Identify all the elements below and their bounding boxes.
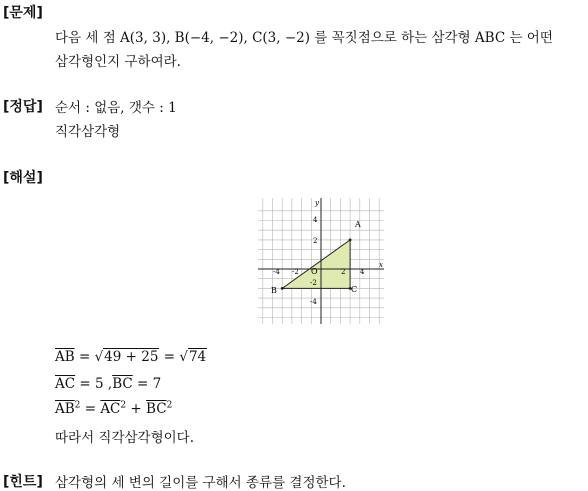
segment-ab: $\overline{AB}$	[55, 349, 75, 365]
radicand-result: 74	[188, 349, 207, 365]
answer-line-1: 순서 : 없음, 갯수 : 1	[55, 100, 177, 116]
equation-ab: $\overline{AB} = √49 + 25 = √74$	[55, 349, 207, 365]
segment-ac-sq: $\overline{AC}$	[100, 401, 121, 417]
x-tick-neg4: -4	[273, 268, 280, 276]
y-tick-neg4: -4	[310, 298, 317, 306]
segment-ac: $\overline{AC}$	[55, 376, 76, 392]
x-tick-neg2: -2	[292, 268, 299, 276]
y-tick-2: 2	[313, 237, 318, 245]
segment-bc-sq: $\overline{BC}$	[146, 401, 167, 417]
conclusion: 따라서 직각삼각형이다.	[55, 430, 194, 446]
answer-label: [정답]	[3, 99, 43, 115]
answer-line-2: 직각삼각형	[55, 124, 121, 140]
value-ac: = 5	[79, 376, 104, 392]
problem-line-2: 삼각형인지 구하여라.	[55, 54, 181, 70]
value-bc: = 7	[137, 376, 162, 392]
radicand-sum: 49 + 25	[104, 349, 159, 365]
x-tick-4: 4	[360, 268, 365, 276]
point-a	[349, 239, 352, 242]
x-tick-2: 2	[341, 268, 346, 276]
x-axis-label: x	[379, 261, 383, 269]
origin-label: O	[311, 267, 318, 276]
explanation-label: [해설]	[3, 170, 43, 186]
hint-text: 삼각형의 세 변의 길이를 구해서 종류를 결정한다.	[55, 475, 346, 491]
y-tick-4: 4	[313, 216, 318, 224]
hint-label: [힌트]	[3, 474, 43, 490]
point-b-label: B	[271, 286, 277, 295]
equation-pythagoras: $\overline{AB}^2 = \overline{AC}^2 + \overline{BC}^2$	[55, 400, 173, 417]
equation-ac-bc: $\overline{AC} = 5$ $,\overline{BC} = 7$	[55, 376, 162, 392]
segment-ab-sq: $\overline{AB}$	[55, 401, 75, 417]
point-c-label: C	[351, 285, 358, 294]
problem-label: [문제]	[3, 5, 43, 21]
coordinate-figure	[258, 196, 388, 326]
y-axis-label: y	[315, 199, 319, 207]
problem-line-1: 다음 세 점 A(3, 3), B(−4, −2), C(3, −2) 를 꼭짓점으로 하는 삼각형 ABC 는 어떤	[55, 30, 553, 46]
y-tick-neg2: -2	[310, 279, 317, 287]
segment-bc: $\overline{BC}$	[112, 376, 133, 392]
point-a-label: A	[355, 220, 361, 229]
point-b	[281, 287, 284, 290]
